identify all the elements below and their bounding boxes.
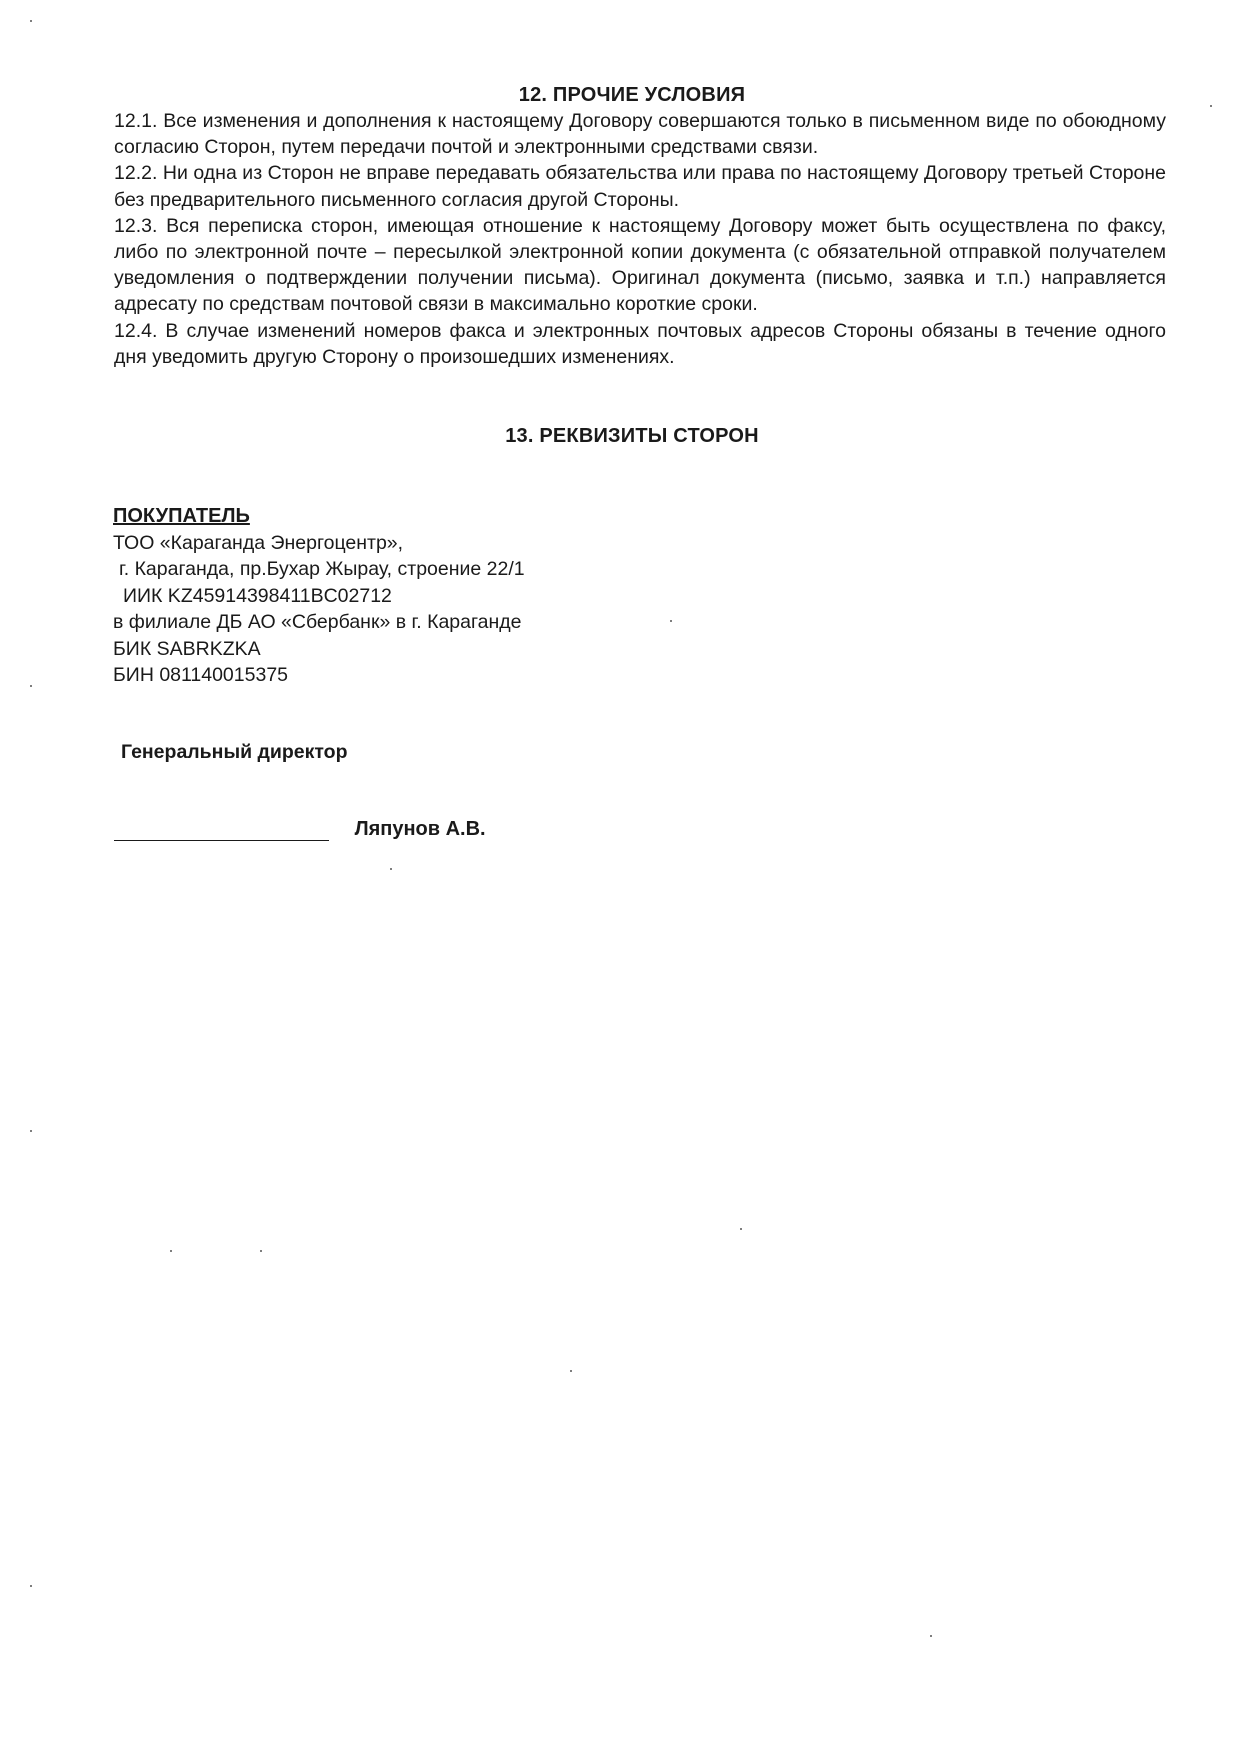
signer-name: Ляпунов А.В. — [354, 818, 486, 840]
clause-12-4: 12.4. В случае изменений номеров факса и электронных почтовых адресов Стороны обязаны в течение одного дня уведомить другую Сторону о произошедших изменениях. — [114, 319, 1166, 368]
buyer-bin: БИН 081140015375 — [113, 664, 289, 686]
scan-speck — [390, 868, 392, 870]
buyer-role-label: ПОКУПАТЕЛЬ — [113, 505, 250, 527]
scan-speck — [30, 685, 32, 687]
scan-speck — [740, 1228, 742, 1230]
buyer-bank: в филиале ДБ АО «Сбербанк» в г. Караганде — [113, 611, 522, 633]
scan-speck — [30, 1585, 32, 1587]
buyer-details — [113, 503, 525, 689]
scan-speck — [30, 20, 32, 22]
clause-12-1: 12.1. Все изменения и дополнения к настоящему Договору совершаются только в письменном виде по обоюдному согласию Сторон, путем передачи почтой и электронными средствами связи. — [114, 110, 1166, 159]
clause-12-3: 12.3. Вся переписка сторон, имеющая отношение к настоящему Договору может быть осуществлена по факсу, либо по электронной почте – пересылкой электронной копии документа (с обязательной отправкой получателем уведомления о подтверждении получении письма). Оригинал документа (письмо, заявка и т.п.) направляется адресату по средствам почтовой связи в максимально короткие сроки. — [114, 214, 1166, 316]
scan-speck — [930, 1635, 932, 1637]
buyer-address: г. Караганда, пр.Бухар Жырау, строение 22/1 — [119, 558, 525, 580]
scan-speck — [170, 1250, 172, 1252]
signature-block — [114, 818, 486, 841]
clause-12-2: 12.2. Ни одна из Сторон не вправе передавать обязательства или права по настоящему Договору третьей Стороне без предварительного письменного согласия другой Стороны. — [114, 162, 1166, 211]
scan-speck — [30, 1130, 32, 1132]
scan-speck — [570, 1370, 572, 1372]
section-12-title: 12. ПРОЧИЕ УСЛОВИЯ — [518, 84, 746, 106]
scan-speck — [1210, 105, 1212, 107]
buyer-iik: ИИК KZ45914398411BC02712 — [123, 584, 392, 607]
buyer-company: ТОО «Караганда Энергоцентр», — [113, 531, 404, 554]
scan-speck — [260, 1250, 262, 1252]
buyer-position: Генеральный директор — [121, 741, 348, 763]
section-12-clauses — [114, 108, 1166, 370]
section-13-title: 13. РЕКВИЗИТЫ СТОРОН — [505, 425, 759, 447]
signature-line — [114, 818, 329, 841]
buyer-bik: БИК SABRKZKA — [113, 637, 261, 660]
scan-speck — [670, 620, 672, 622]
